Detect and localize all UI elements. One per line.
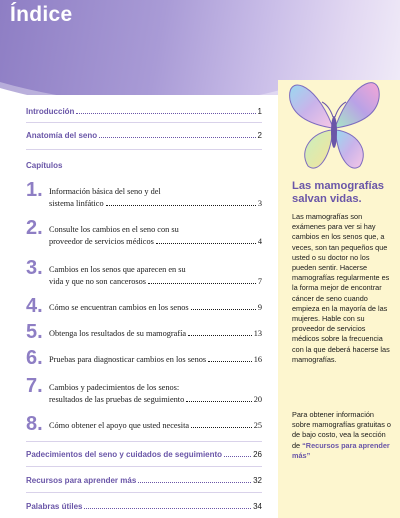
toc-page-number: 3 (257, 199, 262, 208)
chapter-title-line (49, 237, 262, 246)
toc-chapter-8[interactable] (26, 414, 262, 434)
toc-entry-conditions[interactable] (26, 450, 262, 459)
chapter-number: 2. (26, 217, 43, 239)
chapter-title-line (49, 187, 262, 196)
chapter-title-line (49, 355, 262, 364)
toc-entry-anatomy[interactable] (26, 131, 262, 140)
chapter-title-line (49, 265, 262, 274)
leader-dots (191, 308, 256, 310)
chapter-title: Cómo se encuentran cambios en los senos (49, 303, 189, 312)
toc-page-number: 2 (257, 131, 262, 140)
leader-dots (156, 242, 256, 244)
leader-dots (99, 136, 255, 138)
chapter-title: resultados de las pruebas de seguimiento (49, 395, 185, 404)
chapter-title: Consulte los cambios en el seno con su (49, 225, 179, 234)
sidebar-paragraph-resources (292, 410, 392, 461)
toc-chapter-5[interactable] (26, 322, 262, 342)
leader-dots (76, 112, 255, 114)
butterfly-icon (284, 70, 384, 178)
toc-page-number: 16 (253, 355, 262, 364)
toc-chapter-4[interactable] (26, 296, 262, 316)
chapter-title-line (49, 225, 262, 234)
toc-page-number: 32 (253, 476, 262, 485)
toc-page-number: 26 (253, 450, 262, 459)
chapter-number: 7. (26, 375, 43, 397)
chapter-title-line (49, 383, 262, 392)
leader-dots (224, 455, 251, 457)
toc-page-number: 34 (253, 502, 262, 511)
toc-page-number: 1 (257, 107, 262, 116)
chapter-title: Cambios en los senos que aparecen en su (49, 265, 186, 274)
leader-dots (186, 400, 251, 402)
toc-page-number: 13 (253, 329, 262, 338)
chapter-title: Información básica del seno y del (49, 187, 161, 196)
chapter-number: 8. (26, 413, 43, 435)
chapter-number: 4. (26, 295, 43, 317)
toc-entry-label: Recursos para aprender más (26, 476, 137, 485)
divider (26, 441, 262, 442)
toc-entry-label: Palabras útiles (26, 502, 83, 511)
chapter-title: proveedor de servicios médicos (49, 237, 154, 246)
chapter-title: Cambios y padecimientos de los senos: (49, 383, 180, 392)
chapter-title-line (49, 303, 262, 312)
toc-entry-label: Introducción (26, 107, 75, 116)
toc-entry-words[interactable] (26, 502, 262, 511)
leader-dots (138, 481, 251, 483)
toc-entry-resources[interactable] (26, 476, 262, 485)
toc-entry-intro[interactable] (26, 107, 262, 116)
chapter-title-line (49, 329, 262, 338)
chapter-title: Obtenga los resultados de su mamografía (49, 329, 187, 338)
toc-chapter-6[interactable] (26, 348, 262, 368)
divider (26, 466, 262, 467)
toc-chapter-2[interactable] (26, 218, 262, 250)
page-title: Índice (10, 3, 73, 26)
divider (26, 149, 262, 150)
leader-dots (148, 282, 256, 284)
leader-dots (106, 204, 256, 206)
sidebar-paragraph-text: Para obtener información sobre mamografías gratuitas o de bajo costo, vea la sección de (292, 410, 391, 450)
leader-dots (208, 360, 252, 362)
toc-chapter-7[interactable] (26, 376, 262, 408)
toc-page-number: 7 (257, 277, 262, 286)
chapter-number: 1. (26, 179, 43, 201)
leader-dots (191, 426, 252, 428)
divider (26, 492, 262, 493)
leader-dots (84, 507, 251, 509)
chapter-title: Cómo obtener el apoyo que usted necesita (49, 421, 190, 430)
chapter-title: sistema linfático (49, 199, 104, 208)
chapter-title-line (49, 199, 262, 208)
leader-dots (188, 334, 252, 336)
toc-page-number: 25 (253, 421, 262, 430)
toc-page-number: 20 (253, 395, 262, 404)
resources-link[interactable]: “Recursos para aprender más” (292, 440, 390, 460)
toc-page-number: 4 (257, 237, 262, 246)
divider (26, 122, 262, 123)
chapter-number: 6. (26, 347, 43, 369)
toc-page-number: 9 (257, 303, 262, 312)
toc-entry-label: Anatomía del seno (26, 131, 98, 140)
chapter-title: Pruebas para diagnosticar cambios en los senos (49, 355, 207, 364)
chapter-number: 3. (26, 257, 43, 279)
sidebar-heading: Las mamografías salvan vidas. (292, 180, 385, 205)
toc-chapter-1[interactable] (26, 180, 262, 212)
chapter-title-line (49, 277, 262, 286)
sidebar-paragraph: Las mamografías son exámenes para ver si hay cambios en los senos que, a veces, son tan pequeños que usted o su doctor no los pueden sentir. Hacerse mamografías regularmente es la forma mejor de encontrar cáncer de seno cuando empieza en la mayoría de las mujeres. Hable con su proveedor de servicios médicos sobre la frecuencia con la que deberá hacerse las mamografías. (292, 212, 390, 364)
chapter-number: 5. (26, 321, 43, 343)
chapter-title: vida y que no son cancerosos (49, 277, 147, 286)
toc-entry-label: Padecimientos del seno y cuidados de seguimiento (26, 450, 223, 459)
chapter-title-line (49, 421, 262, 430)
toc-chapter-3[interactable] (26, 258, 262, 290)
chapters-heading: Capítulos (26, 161, 63, 170)
chapter-title-line (49, 395, 262, 404)
